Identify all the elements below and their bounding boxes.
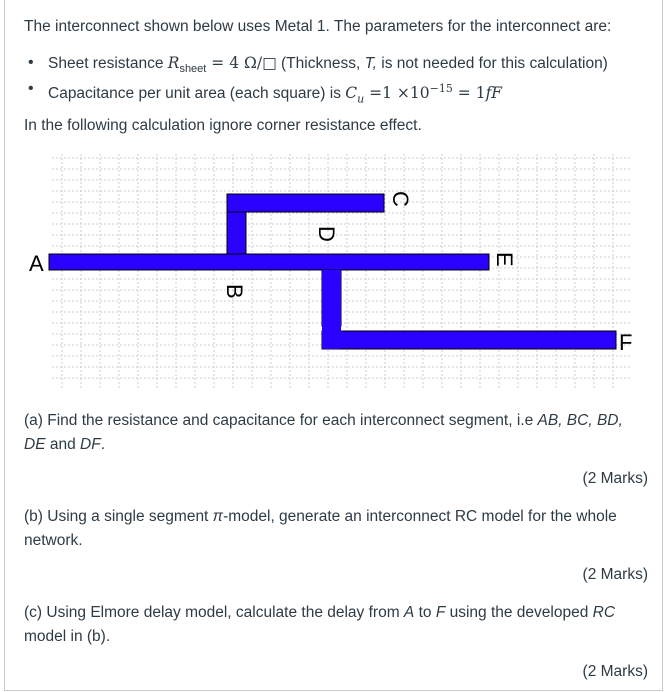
sheet-resistance-item: • Sheet resistance $R_{sheet} = 4$ Ω/□ (Thickness, T, is not needed for this calculation) [24,50,608,76]
capacitance-item: • Capacitance per unit area (each square) is $C_u =1 \times 10^{-15} = 1fF$ [24,76,608,102]
label-A: A [29,251,44,276]
intro-text: The interconnect shown below uses Metal 1. The parameters for the interconnect are: [24,18,612,35]
marks-a: (2 Marks) [582,470,648,487]
question-a: (a) Find the resistance and capacitance for each interconnect segment, i.e AB, BC, BD, DE and DF. [24,412,623,453]
marks-c: (2 Marks) [582,663,648,680]
label-B: B [222,284,247,299]
label-F: F [619,330,633,355]
wire-horizontal-C [227,194,384,212]
label-C: C [388,191,413,207]
label-E: E [492,252,517,267]
marks-b: (2 Marks) [582,566,648,583]
question-b: (b) Using a single segment π-model, generate an interconnect RC model for the whole network. [24,508,617,549]
question-c: (c) Using Elmore delay model, calculate the delay from A to F using the developed RC model in (b). [24,604,616,645]
wire-horizontal-F [322,331,616,349]
interconnect-diagram [22,150,650,395]
metal-wires [49,194,616,349]
parameter-list [24,50,608,106]
ignore-note: In the following calculation ignore corner resistance effect. [24,117,422,134]
wire-vertical-D-fill [322,270,341,349]
grid [52,154,632,390]
label-D: D [314,226,339,242]
wire-horizontal-AE [49,254,489,270]
